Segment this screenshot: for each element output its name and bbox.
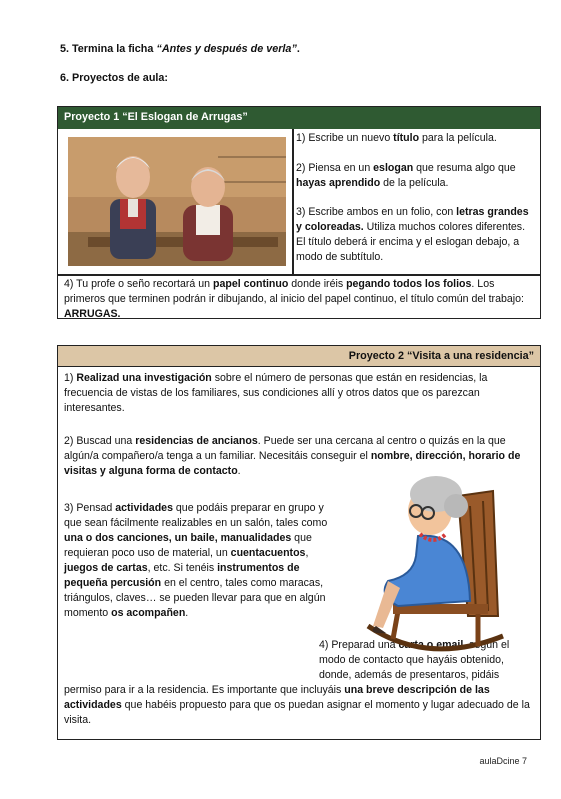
footer-page-label: aulaDcine 7 [479, 756, 527, 766]
divider [58, 274, 540, 276]
heading-5: 5. Termina la ficha “Antes y después de verla”. [60, 43, 300, 55]
project1-step4: 4) Tu profe o seño recortará un papel continuo donde iréis pegando todos los folios. Los primeros que terminen podrán ir dibujando, al inicio del papel continuo, el título común del trabajo: ARRUGAS. [64, 278, 524, 320]
project2-step4: 4) Preparad una carta o email, según el modo de contacto que hayáis obtenido, donde, además de presentaros, pidáis permiso para ir a la residencia. Es importante que incluyáis una breve descripción de las actividades que habéis propuesto para que os puedan asignar el momento y lugar adecuado de la visita. [64, 639, 530, 726]
heading-6: 6. Proyectos de aula: [60, 72, 169, 84]
project1-box [57, 106, 541, 319]
project1-title: Proyecto 1 “El Eslogan de Arrugas” [58, 107, 540, 129]
elderly-men-illustration [68, 137, 286, 266]
divider [292, 129, 294, 275]
project1-step2: 2) Piensa en un eslogan que resuma algo que hayas aprendido de la película. [296, 162, 516, 189]
project2-step2: 2) Buscad una residencias de ancianos. Puede ser una cercana al centro o quizás en la que algún/a compañero/a tenga a un familiar. Necesitáis conseguir el nombre, dirección, horario de visitas y alguna forma de contacto. [64, 435, 521, 477]
project2-box [57, 345, 541, 740]
grandmother-rocking-chair-illustration [358, 476, 508, 666]
project2-title: Proyecto 2 “Visita a una residencia” [58, 346, 540, 367]
project1-step1: 1) Escribe un nuevo título para la película. [296, 132, 497, 144]
project2-step1: 1) Realizad una investigación sobre el número de personas que están en residencias, la frecuencia de vistas de los familiares, sus condiciones allí y otros datos que os parezcan interesantes. [64, 372, 488, 414]
project1-step3: 3) Escribe ambos en un folio, con letras grandes y coloreadas. Utiliza muchos colores diferentes. El título deberá ir encima y el eslogan debajo, a modo de subtítulo. [296, 206, 529, 263]
project2-step3: 3) Pensad actividades que podáis preparar en grupo y que sean fácilmente realizables en un salón, tales como una o dos canciones, un baile, manualidades que requieran poco uso de material, un cuentacuentos, juegos de cartas, etc. Si tenéis instrumentos de pequeña percusión en el centro, tales como maracas, triángulos, claves… se pueden llevar para que en algún momento os acompañen. [64, 502, 328, 619]
